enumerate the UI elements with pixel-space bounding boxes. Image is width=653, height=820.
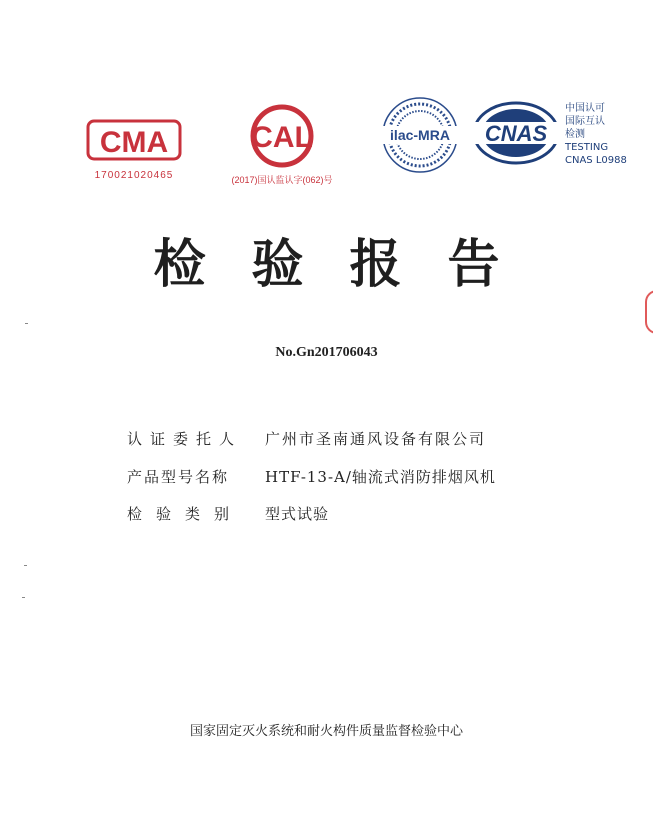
ilac-mra-logo-text: ilac-MRA — [390, 127, 450, 143]
cnas-side-line: CNAS L0988 — [565, 155, 627, 166]
cal-logo — [212, 103, 352, 185]
cnas-side-text — [565, 102, 627, 167]
cal-logo-icon — [212, 103, 352, 169]
cnas-side-line: 中国认可 — [565, 103, 605, 114]
product-model-label: 产品型号名称 — [127, 468, 230, 486]
client-value: 广州市圣南通风设备有限公司 — [265, 430, 487, 448]
cnas-side-line: 检测 — [565, 129, 585, 140]
report-number: No.Gn201706043 — [275, 345, 378, 360]
scan-speck — [25, 323, 28, 324]
issuing-organization: 国家固定灭火系统和耐火构件质量监督检验中心 — [189, 724, 463, 739]
cma-logo-icon — [84, 115, 184, 165]
cnas-logo-text: CNAS — [484, 121, 548, 146]
report-title: 检验报告 — [153, 235, 546, 295]
scan-speck — [22, 597, 25, 598]
cnas-side-line: TESTING — [565, 142, 609, 153]
cnas-logo — [470, 100, 562, 166]
test-type-value: 型式试验 — [265, 505, 330, 523]
client-label: 认证委托人 — [127, 430, 243, 448]
ilac-mra-logo — [374, 95, 466, 175]
cal-logo-text: CAL — [251, 121, 313, 154]
cnas-side-line: 国际互认 — [565, 116, 605, 127]
seal-edge-mark — [645, 290, 653, 334]
cma-logo-text: CMA — [99, 126, 169, 159]
ilac-mra-logo-icon — [374, 95, 466, 175]
cma-number: 170021020465 — [94, 170, 174, 181]
product-model-value: HTF-13-A/轴流式消防排烟风机 — [265, 468, 496, 486]
cma-logo — [84, 115, 184, 185]
scan-speck — [24, 565, 27, 566]
cnas-logo-icon — [470, 100, 562, 166]
test-type-label: 检验类别 — [127, 505, 244, 523]
cal-number: (2017)国认监认字(062)号 — [231, 175, 333, 185]
